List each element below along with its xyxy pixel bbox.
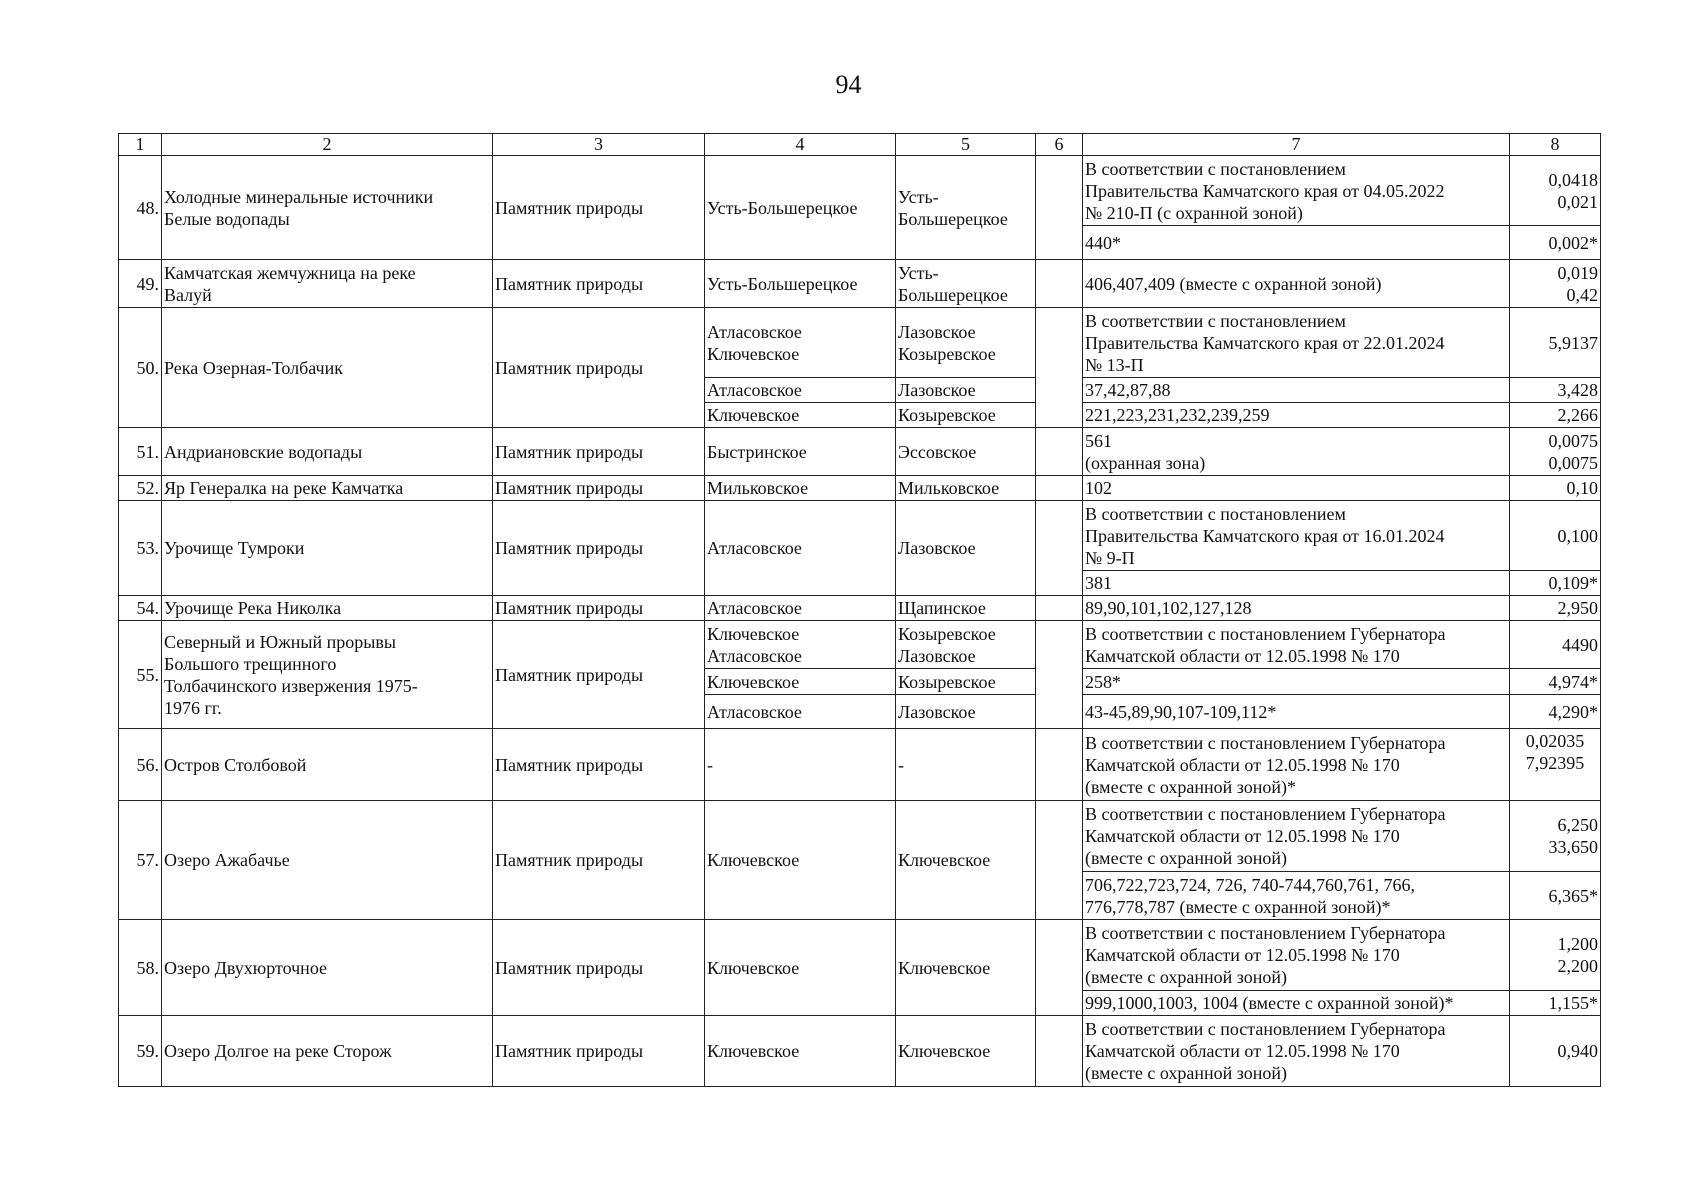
- cell-col7: 999,1000,1003, 1004 (вместе с охранной зоной)*: [1083, 991, 1510, 1016]
- cell-col8: 4,290*: [1510, 695, 1601, 729]
- cell-col4: -: [705, 729, 896, 801]
- cell-col7: 102: [1083, 476, 1510, 501]
- cell-col7: 43-45,89,90,107-109,112*: [1083, 695, 1510, 729]
- object-category: Памятник природы: [493, 596, 705, 621]
- cell-col4: Атласовское: [705, 378, 896, 403]
- row-number: 56.: [119, 729, 162, 801]
- cell-col4: Мильковское: [705, 476, 896, 501]
- cell-col5: Усть- Большерецкое: [896, 156, 1036, 260]
- cell-col5: Лазовское: [896, 378, 1036, 403]
- page-number: 94: [835, 70, 862, 99]
- cell-col8: 4,974*: [1510, 669, 1601, 695]
- cell-col7: В соответствии с постановлением Губернатора Камчатской области от 12.05.1998 № 170: [1083, 621, 1510, 669]
- row-number: 48.: [119, 156, 162, 260]
- table-row: [119, 729, 1601, 801]
- column-header: 6: [1036, 134, 1083, 156]
- row-number: 58.: [119, 920, 162, 1016]
- cell-col7: В соответствии с постановлением Губернатора Камчатской области от 12.05.1998 № 170 (вместе с охранной зоной): [1083, 920, 1510, 991]
- cell-col6: [1036, 501, 1083, 596]
- cell-col4: Ключевское: [705, 1016, 896, 1087]
- cell-col6: [1036, 596, 1083, 621]
- cell-col8: 1,155*: [1510, 991, 1601, 1016]
- object-category: Памятник природы: [493, 729, 705, 801]
- object-category: Памятник природы: [493, 156, 705, 260]
- table-row: [119, 156, 1601, 226]
- cell-col8: 6,250 33,650: [1510, 801, 1601, 872]
- column-header: 1: [119, 134, 162, 156]
- object-category: Памятник природы: [493, 476, 705, 501]
- cell-col7: 89,90,101,102,127,128: [1083, 596, 1510, 621]
- row-number: 51.: [119, 428, 162, 476]
- cell-col8: 2,950: [1510, 596, 1601, 621]
- object-name: Река Озерная-Толбачик: [162, 308, 493, 428]
- cell-col8: 0,100: [1510, 501, 1601, 571]
- cell-col6: [1036, 260, 1083, 308]
- cell-col5: Эссовское: [896, 428, 1036, 476]
- cell-col8: 0,940: [1510, 1016, 1601, 1087]
- cell-col7: В соответствии с постановлением Губернатора Камчатской области от 12.05.1998 № 170 (вместе с охранной зоной)*: [1083, 729, 1510, 801]
- cell-col8: 0,002*: [1510, 226, 1601, 260]
- cell-col4: Атласовское: [705, 501, 896, 596]
- table-row: [119, 308, 1601, 378]
- object-name: Озеро Двухюрточное: [162, 920, 493, 1016]
- cell-col8: 0,0075 0,0075: [1510, 428, 1601, 476]
- object-category: Памятник природы: [493, 308, 705, 428]
- cell-col4: Ключевское: [705, 403, 896, 428]
- table-row: [119, 501, 1601, 571]
- object-name: Камчатская жемчужница на реке Валуй: [162, 260, 493, 308]
- cell-col6: [1036, 801, 1083, 920]
- object-category: Памятник природы: [493, 621, 705, 729]
- cell-col4: Ключевское: [705, 669, 896, 695]
- column-header: 2: [162, 134, 493, 156]
- cell-col8: 5,9137: [1510, 308, 1601, 378]
- cell-col5: Ключевское: [896, 1016, 1036, 1087]
- cell-col6: [1036, 729, 1083, 801]
- object-name: Андриановские водопады: [162, 428, 493, 476]
- cell-col5: Ключевское: [896, 920, 1036, 1016]
- cell-col5: -: [896, 729, 1036, 801]
- cell-col7: 258*: [1083, 669, 1510, 695]
- cell-col4: Атласовское Ключевское: [705, 308, 896, 378]
- object-name: Северный и Южный прорывы Большого трещинного Толбачинского извержения 1975- 1976 гг.: [162, 621, 493, 729]
- object-name: Урочище Тумроки: [162, 501, 493, 596]
- cell-col5: Лазовское: [896, 501, 1036, 596]
- cell-col5: Лазовское Козыревское: [896, 308, 1036, 378]
- cell-col6: [1036, 621, 1083, 729]
- cell-col7: В соответствии с постановлением Губернатора Камчатской области от 12.05.1998 № 170 (вместе с охранной зоной): [1083, 1016, 1510, 1087]
- cell-col7: В соответствии с постановлением Правительства Камчатского края от 16.01.2024 № 9-П: [1083, 501, 1510, 571]
- cell-col7: В соответствии с постановлением Правительства Камчатского края от 04.05.2022 № 210-П (с охранной зоной): [1083, 156, 1510, 226]
- cell-col7: В соответствии с постановлением Губернатора Камчатской области от 12.05.1998 № 170 (вместе с охранной зоной): [1083, 801, 1510, 872]
- cell-col5: Усть- Большерецкое: [896, 260, 1036, 308]
- cell-col4: Ключевское: [705, 920, 896, 1016]
- object-name: Урочище Река Николка: [162, 596, 493, 621]
- cell-col4: Усть-Большерецкое: [705, 156, 896, 260]
- object-category: Памятник природы: [493, 428, 705, 476]
- cell-col4: Атласовское: [705, 596, 896, 621]
- cell-col4: Атласовское: [705, 695, 896, 729]
- cell-col7: 561 (охранная зона): [1083, 428, 1510, 476]
- cell-col5: Лазовское: [896, 695, 1036, 729]
- cell-col5: Щапинское: [896, 596, 1036, 621]
- table-row: [119, 801, 1601, 872]
- object-name: Холодные минеральные источники Белые водопады: [162, 156, 493, 260]
- row-number: 49.: [119, 260, 162, 308]
- cell-col6: [1036, 920, 1083, 1016]
- cell-col6: [1036, 476, 1083, 501]
- cell-col8: 4490: [1510, 621, 1601, 669]
- table-row: [119, 260, 1601, 308]
- column-header: 7: [1083, 134, 1510, 156]
- object-category: Памятник природы: [493, 1016, 705, 1087]
- column-header: 8: [1510, 134, 1601, 156]
- protected-areas-table: [118, 133, 1601, 1087]
- cell-col8: 6,365*: [1510, 872, 1601, 920]
- cell-col8: 0,02035 7,92395: [1510, 729, 1601, 801]
- cell-col4: Быстринское: [705, 428, 896, 476]
- cell-col8: 0,019 0,42: [1510, 260, 1601, 308]
- column-header: 3: [493, 134, 705, 156]
- cell-col7: 406,407,409 (вместе с охранной зоной): [1083, 260, 1510, 308]
- row-number: 55.: [119, 621, 162, 729]
- cell-col5: Козыревское Лазовское: [896, 621, 1036, 669]
- object-category: Памятник природы: [493, 801, 705, 920]
- table-row: [119, 1016, 1601, 1087]
- row-number: 54.: [119, 596, 162, 621]
- object-name: Озеро Ажабачье: [162, 801, 493, 920]
- cell-col5: Мильковское: [896, 476, 1036, 501]
- table-row: [119, 476, 1601, 501]
- row-number: 57.: [119, 801, 162, 920]
- object-name: Озеро Долгое на реке Сторож: [162, 1016, 493, 1087]
- cell-col8: 2,266: [1510, 403, 1601, 428]
- cell-col7: 440*: [1083, 226, 1510, 260]
- cell-col8: 0,10: [1510, 476, 1601, 501]
- row-number: 52.: [119, 476, 162, 501]
- cell-col5: Козыревское: [896, 403, 1036, 428]
- cell-col8: 3,428: [1510, 378, 1601, 403]
- column-header: 4: [705, 134, 896, 156]
- cell-col5: Ключевское: [896, 801, 1036, 920]
- table-row: [119, 920, 1601, 991]
- column-number-header-row: [119, 134, 1601, 156]
- cell-col6: [1036, 308, 1083, 428]
- cell-col7: 381: [1083, 571, 1510, 596]
- row-number: 50.: [119, 308, 162, 428]
- table-row: [119, 621, 1601, 669]
- cell-col8: 0,0418 0,021: [1510, 156, 1601, 226]
- object-name: Яр Генералка на реке Камчатка: [162, 476, 493, 501]
- cell-col7: 37,42,87,88: [1083, 378, 1510, 403]
- cell-col6: [1036, 428, 1083, 476]
- object-category: Памятник природы: [493, 920, 705, 1016]
- cell-col4: Ключевское Атласовское: [705, 621, 896, 669]
- column-header: 5: [896, 134, 1036, 156]
- object-category: Памятник природы: [493, 260, 705, 308]
- object-category: Памятник природы: [493, 501, 705, 596]
- cell-col4: Усть-Большерецкое: [705, 260, 896, 308]
- object-name: Остров Столбовой: [162, 729, 493, 801]
- table-row: [119, 596, 1601, 621]
- cell-col4: Ключевское: [705, 801, 896, 920]
- cell-col8: 1,200 2,200: [1510, 920, 1601, 991]
- cell-col6: [1036, 156, 1083, 260]
- cell-col7: В соответствии с постановлением Правительства Камчатского края от 22.01.2024 № 13-П: [1083, 308, 1510, 378]
- cell-col7: 706,722,723,724, 726, 740-744,760,761, 766, 776,778,787 (вместе с охранной зоной)*: [1083, 872, 1510, 920]
- row-number: 53.: [119, 501, 162, 596]
- cell-col6: [1036, 1016, 1083, 1087]
- row-number: 59.: [119, 1016, 162, 1087]
- cell-col8: 0,109*: [1510, 571, 1601, 596]
- cell-col7: 221,223,231,232,239,259: [1083, 403, 1510, 428]
- table-row: [119, 428, 1601, 476]
- cell-col5: Козыревское: [896, 669, 1036, 695]
